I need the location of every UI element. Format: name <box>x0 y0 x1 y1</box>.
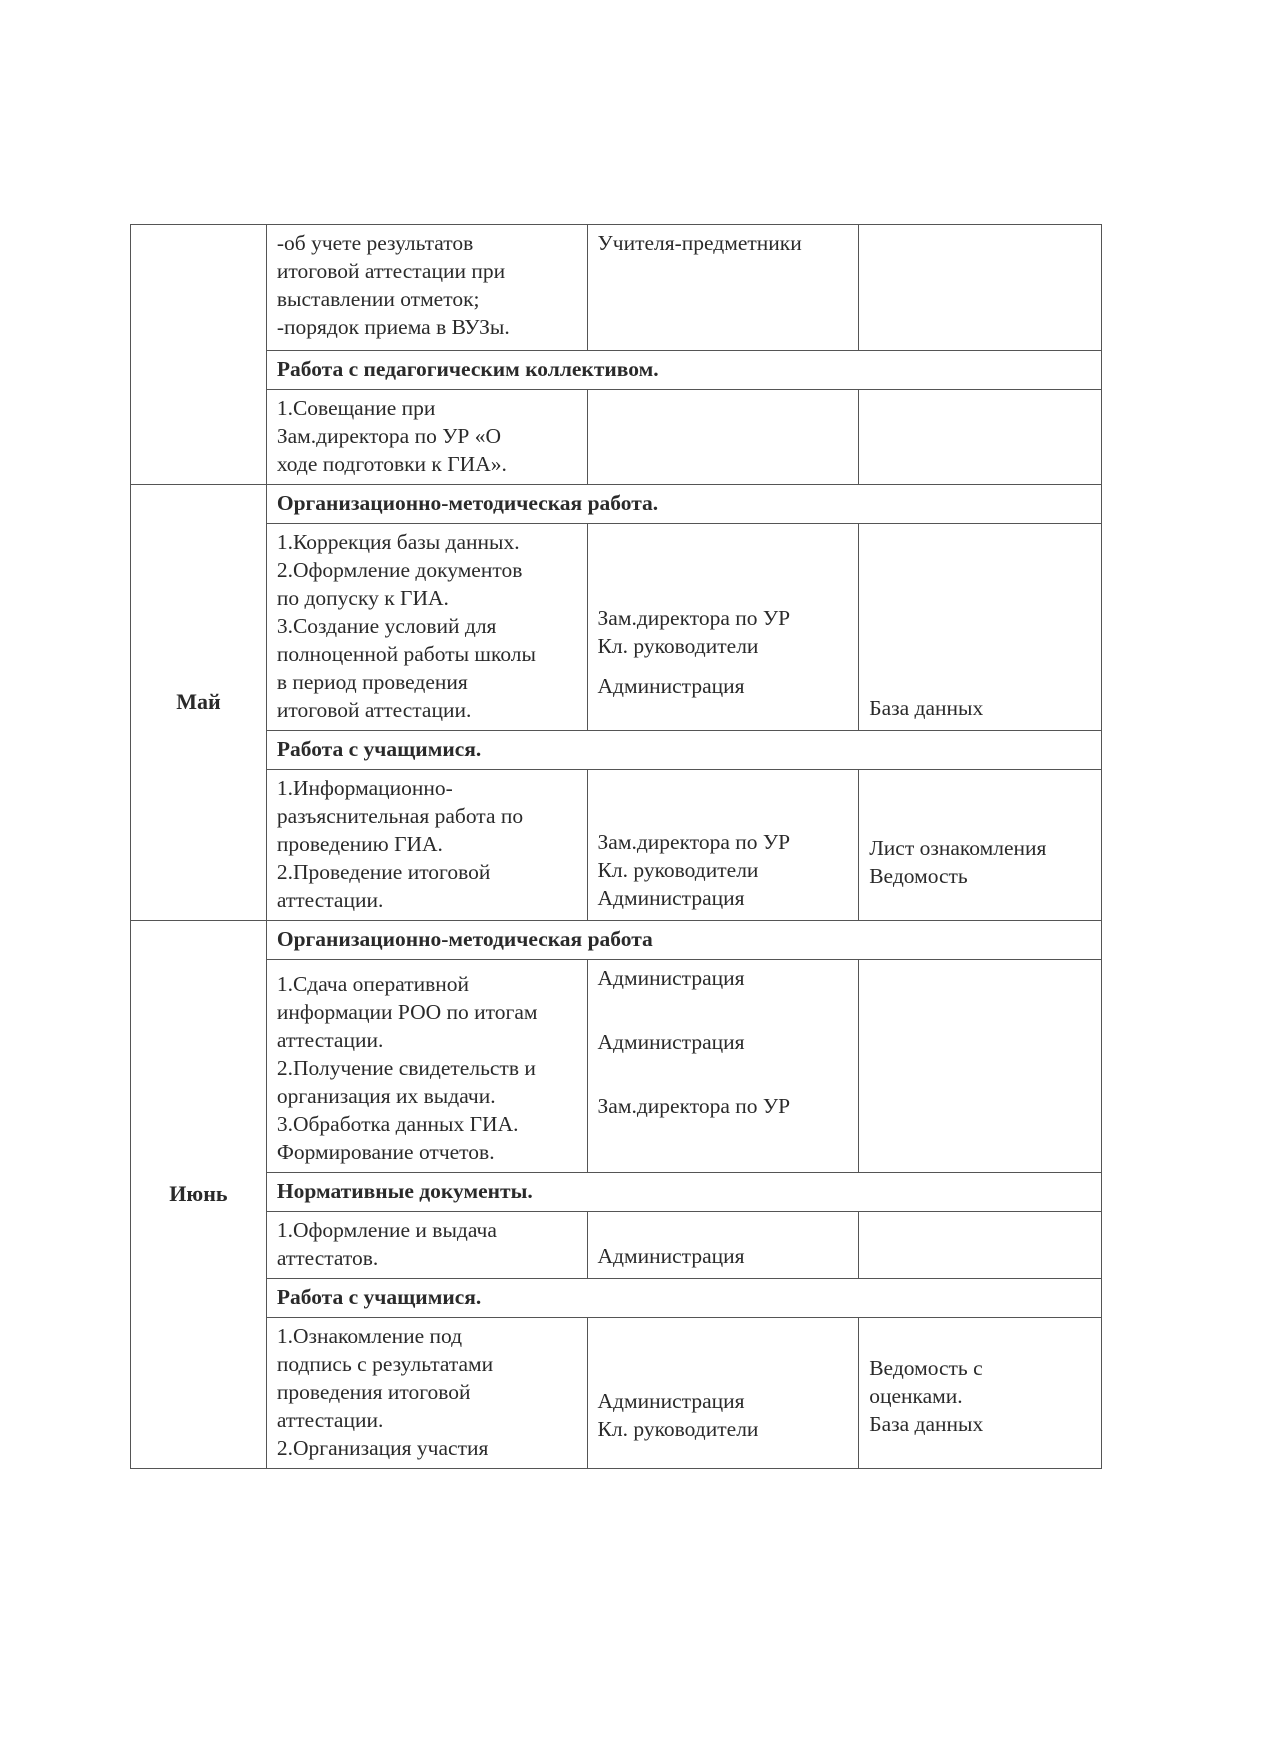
table-row <box>131 524 1102 731</box>
responsible-cell: Учителя-предметники <box>587 225 859 351</box>
month-cell-empty <box>131 225 267 485</box>
document-cell <box>859 1212 1102 1279</box>
table-row <box>131 390 1102 485</box>
responsible-cell: Администрация Администрация Зам.директора по УР <box>587 960 859 1173</box>
section-title: Работа с педагогическим коллективом. <box>266 351 1101 390</box>
content-cell: 1.Оформление и выдача аттестатов. <box>266 1212 587 1279</box>
content-cell: -об учете результатов итоговой аттестации при выставлении отметок; -порядок приема в ВУЗы. <box>266 225 587 351</box>
content-cell: 1.Ознакомление под подпись с результатами проведения итоговой аттестации. 2.Организация участия <box>266 1318 587 1469</box>
document-cell <box>859 390 1102 485</box>
table-row <box>131 770 1102 921</box>
responsible-cell: Зам.директора по УР Кл. руководители Администрация <box>587 770 859 921</box>
section-row <box>131 1173 1102 1212</box>
content-cell: 1.Совещание при Зам.директора по УР «О ходе подготовки к ГИА». <box>266 390 587 485</box>
document-cell <box>859 225 1102 351</box>
section-row <box>131 731 1102 770</box>
section-row <box>131 921 1102 960</box>
document-cell: Ведомость с оценками. База данных <box>859 1318 1102 1469</box>
content-cell: 1.Сдача оперативной информации РОО по итогам аттестации. 2.Получение свидетельств и организация их выдачи. 3.Обработка данных ГИА. Формирование отчетов. <box>266 960 587 1173</box>
responsible-cell: Администрация <box>587 1212 859 1279</box>
section-title: Работа с учащимися. <box>266 731 1101 770</box>
responsible-cell: Зам.директора по УР Кл. руководители Администрация <box>587 524 859 731</box>
content-cell: 1.Коррекция базы данных. 2.Оформление документов по допуску к ГИА. 3.Создание условий для полноценной работы школы в период проведения итоговой аттестации. <box>266 524 587 731</box>
section-row <box>131 1279 1102 1318</box>
document-cell: Лист ознакомления Ведомость <box>859 770 1102 921</box>
responsible-cell <box>587 390 859 485</box>
plan-table <box>130 224 1102 1469</box>
responsible-cell: Администрация Кл. руководители <box>587 1318 859 1469</box>
month-cell-may: Май <box>131 485 267 921</box>
month-cell-june: Июнь <box>131 921 267 1469</box>
section-title: Нормативные документы. <box>266 1173 1101 1212</box>
document-cell <box>859 960 1102 1173</box>
table-row <box>131 225 1102 351</box>
table-row <box>131 1212 1102 1279</box>
plan-page <box>130 224 1102 1469</box>
table-row <box>131 960 1102 1173</box>
section-title: Организационно-методическая работа <box>266 921 1101 960</box>
section-row <box>131 485 1102 524</box>
section-title: Работа с учащимися. <box>266 1279 1101 1318</box>
section-row <box>131 351 1102 390</box>
document-cell: База данных <box>859 524 1102 731</box>
content-cell: 1.Информационно- разъяснительная работа по проведению ГИА. 2.Проведение итоговой аттестации. <box>266 770 587 921</box>
section-title: Организационно-методическая работа. <box>266 485 1101 524</box>
table-row <box>131 1318 1102 1469</box>
